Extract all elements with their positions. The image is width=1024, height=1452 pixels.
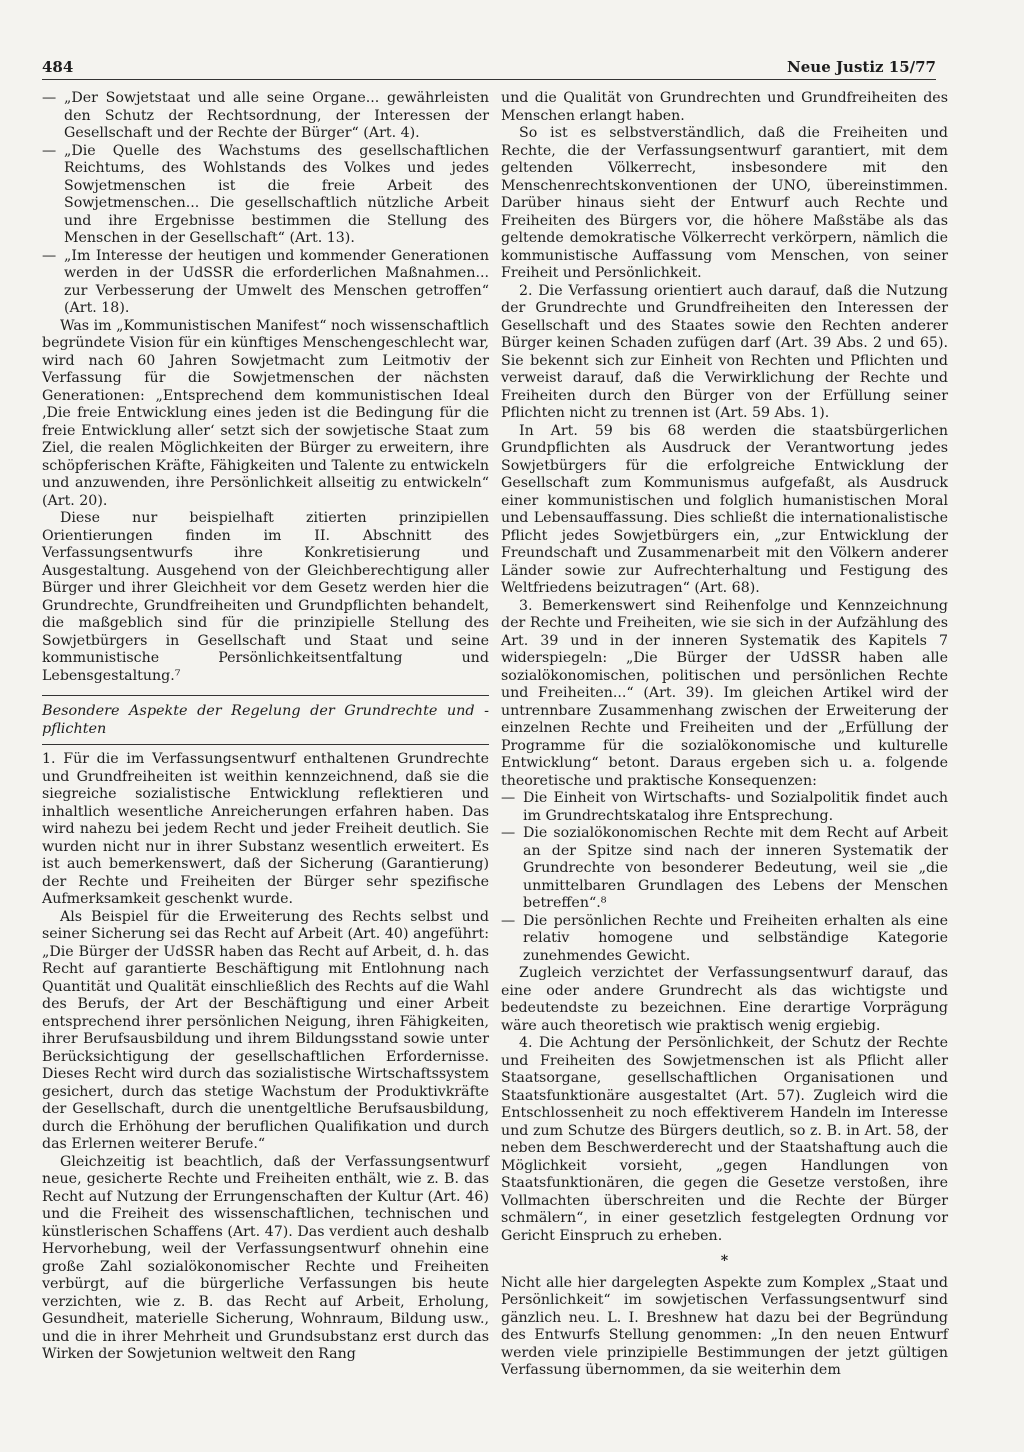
paragraph-4: 4. Die Achtung der Persönlichkeit, der Schutz der Rechte und Freiheiten des Sowjetmenschen ist als Pflicht aller Staatsorgane, gesellschaftlichen Organisationen und Staatsfunktionäre ausgestaltet (Art. 57). Zugleich wird die Entschlossenheit zu noch effektiverem Handeln im Interesse und zum Schutze des Bürgers deutlich, so z. B. in Art. 58, der neben dem Beschwerderecht und der Staatshaftung auch die Möglichkeit vorsieht, „gegen Handlungen von Staatsfunktionären, die gegen die Gesetze verstoßen, ihre Vollmachten überschreiten und die Rechte der Bürger schmälern“, in einer gesetzlich festgelegten Ordnung vor Gericht Einspruch zu erheben. (501, 1035, 948, 1244)
section-divider (42, 744, 489, 745)
paragraph-continuation: und die Qualität von Grundrechten und Grundfreiheiten des Menschen erlangt haben. (501, 90, 948, 124)
paragraph-manifest: Was im „Kommunistischen Manifest“ noch wissenschaftlich begründete Vision für ein künftiges Menschengeschlecht war, wird nach 60 Jahren Sowjetmacht zum Leitmotiv der Verfassung für die Sowjetmenschen der nächsten Generationen: „Entsprechend dem kommunistischen Ideal ‚Die freie Entwicklung eines jeden ist die Bedingung für die freie Entwicklung aller‘ setzt sich der sowjetische Staat zum Ziel, die realen Möglichkeiten der Bürger zu erweitern, ihre schöpferischen Kräfte, Fähigkeiten und Talente zu entwickeln und anzuwenden, ihre Persönlichkeit allseitig zu entwickeln“ (Art. 20). (42, 317, 489, 509)
section-separator: * (720, 1253, 729, 1269)
paragraph-recht-auf-arbeit: Als Beispiel für die Erweiterung des Rechts selbst und seiner Sicherung sei das Recht auf Arbeit (Art. 40) angeführt: „Die Bürger der UdSSR haben das Recht auf Arbeit, d. h. das Recht auf garantierte Beschäftigung mit Entlohnung nach Quantität und Qualität einschließlich des Rechts auf die Wahl des Berufs, der Art der Beschäftigung und einer Arbeit entsprechend ihrer persönlichen Neigung, ihren Fähigkeiten, ihrer Berufsausbildung und ihrem Bildungsstand sowie unter Berücksichtigung der gesellschaftlichen Erfordernisse. Dieses Recht wird durch das sozialistische Wirtschaftssystem gesichert, durch das stetige Wachstum der Produktivkräfte der Gesellschaft, durch die unentgeltliche Berufsausbildung, durch die Erhöhung der beruflichen Qualifikation und durch das Erlernen weiterer Berufe.“ (42, 908, 489, 1152)
right-column (501, 90, 948, 1380)
quote-list-item (42, 248, 489, 318)
dash-marker: — (42, 90, 57, 106)
paragraph-1: 1. Für die im Verfassungsentwurf enthaltenen Grundrechte und Grundfreiheiten ist weithin kennzeichnend, daß sie die siegreiche sozialistische Entwicklung reflektieren und inhaltlich wesentliche Anreicherungen erfahren haben. Das wird nahezu bei jedem Recht und jeder Freiheit deutlich. Sie wurden nicht nur in ihrer Substanz wesentlich erweitert. Es ist auch bemerkenswert, daß der Sicherung (Garantierung) der Rechte und Freiheiten der Bürger sehr spezifische Aufmerksamkeit geschenkt wurde. (42, 751, 489, 907)
page-number: 484 (42, 58, 74, 76)
quote-text: „Im Interesse der heutigen und kommender Generationen werden in der UdSSR die erforderlichen Maßnahmen... zur Verbesserung der Umwelt des Menschen getroffen“ (Art. 18). (64, 247, 489, 316)
quote-list-item (42, 143, 489, 248)
dash-marker: — (42, 247, 57, 264)
journal-issue: Neue Justiz 15/77 (787, 58, 936, 76)
consequence-list-item (501, 913, 948, 966)
page-header (42, 58, 936, 80)
paragraph-3: 3. Bemerkenswert sind Reihenfolge und Kennzeichnung der Rechte und Freiheiten, wie sie sich in der Aufzählung des Art. 39 und in der inneren Systematik des Kapitels 7 widerspiegeln: „Die Bürger der UdSSR haben alle sozialökonomischen, politischen und persönlichen Rechte und Freiheiten...“ (Art. 39). Im gleichen Artikel wird der untrennbare Zusammenhang zwischen der Erweiterung der einzelnen Rechte und Freiheiten und der „Erfüllung der Programme für die sozialökonomische und kulturelle Entwicklung“ betont. Daraus ergeben sich u. a. folgende theoretische und praktische Konsequenzen: (501, 597, 948, 789)
quote-text: „Der Sowjetstaat und alle seine Organe... gewährleisten den Schutz der Rechtsordnung, der Interessen der Gesellschaft und der Rechte der Bürger“ (Art. 4). (64, 90, 489, 141)
quote-list-item (42, 90, 489, 143)
consequence-text: Die persönlichen Rechte und Freiheiten erhalten als eine relativ homogene und selbständige Kategorie zunehmendes Gewicht. (523, 912, 948, 964)
dash-marker: — (501, 825, 516, 841)
paragraph-final: Nicht alle hier dargelegten Aspekte zum Komplex „Staat und Persönlichkeit“ im sowjetischen Verfassungsentwurf sind gänzlich neu. L. I. Breshnew hat dazu bei der Begründung des Entwurfs Stellung genommen: „In den neuen Entwurf werden viele prinzipielle Bestimmungen der jetzt gültigen Verfassung übernommen, da sie weiterhin dem (501, 1274, 948, 1378)
dash-marker: — (42, 142, 57, 159)
paragraph-gleichzeitig: Gleichzeitig ist beachtlich, daß der Verfassungsentwurf neue, gesicherte Rechte und Freiheiten enthält, wie z. B. das Recht auf Nutzung der Errungenschaften der Kultur (Art. 46) und die Freiheit des wissenschaftlichen, technischen und künstlerischen Schaffens (Art. 47). Das verdient auch deshalb Hervorhebung, weil der Verfassungsentwurf ohnehin eine große Zahl sozialökonomischer Rechte und Freiheiten verbürgt, auf die bürgerliche Verfassungen bis heute verzichten, wie z. B. das Recht auf Arbeit, Erholung, Gesundheit, materielle Sicherung, Wohnraum, Bildung usw., und die in ihrer Mehrheit und Grundsubstanz erst durch das Wirken der Sowjetunion weltweit den Rang (42, 1153, 489, 1362)
consequence-text: Die Einheit von Wirtschafts- und Sozialpolitik findet auch im Grundrechtskatalog ihre Entsprechung. (523, 790, 948, 824)
paragraph-art59: In Art. 59 bis 68 werden die staatsbürgerlichen Grundpflichten als Ausdruck der Verantwortung jedes Sowjetbürgers für die erfolgreiche Entwicklung der Gesellschaft zum Kommunismus aufgefaßt, als Ausdruck einer kommunistischen und folglich humanistischen Moral und Lebensauffassung. Dies schließt die internationalistische Pflicht jedes Sowjetbürgers ein, „zur Entwicklung der Freundschaft und Zusammenarbeit mit den Völkern anderer Länder sowie zur Aufrechterhaltung und Festigung des Weltfriedens beizutragen“ (Art. 68). (501, 422, 948, 596)
paragraph-2: 2. Die Verfassung orientiert auch darauf, daß die Nutzung der Grundrechte und Grundfreiheiten den Interessen der Gesellschaft und des Staates sowie den Rechten anderer Bürger keinen Schaden zufügen darf (Art. 39 Abs. 2 und 65). Sie bekennt sich zur Einheit von Rechten und Pflichten und verweist darauf, daß die Verwirklichung der Rechte und Freiheiten durch den Bürger von der Erfüllung seiner Pflichten nicht zu trennen ist (Art. 59 Abs. 1). (501, 282, 948, 421)
section-heading: Besondere Aspekte der Regelung der Grundrechte und -pflichten (42, 703, 489, 737)
left-column (42, 90, 489, 1364)
paragraph-zugleich: Zugleich verzichtet der Verfassungsentwurf darauf, das eine oder andere Grundrecht als das wichtigste und bedeutendste zu bezeichnen. Eine derartige Vorprägung wäre auch theoretisch wie praktisch wenig ergiebig. (501, 965, 948, 1034)
consequence-text: Die sozialökonomischen Rechte mit dem Recht auf Arbeit an der Spitze sind nach der inneren Systematik der Grundrechte von besonderer Bedeutung, weil sie „die unmittelbaren Grundlagen des Lebens der Menschen betreffen“.⁸ (523, 825, 948, 911)
section-divider (42, 695, 489, 696)
dash-marker: — (501, 912, 516, 929)
consequence-list-item (501, 825, 948, 913)
paragraph-orientierungen: Diese nur beispielhaft zitierten prinzipiellen Orientierungen finden im II. Abschnitt des Verfassungsentwurfs ihre Konkretisierung und Ausgestaltung. Ausgehend von der Gleichberechtigung aller Bürger und ihrer Gleichheit vor dem Gesetz werden hier die Grundrechte, Grundfreiheiten und Grundpflichten behandelt, die maßgeblich sind für die prinzipielle Stellung des Sowjetbürgers in Gesellschaft und Staat und seine kommunistische Persönlichkeitsentfaltung und Lebensgestaltung.⁷ (42, 510, 489, 684)
quote-text: „Die Quelle des Wachstums des gesellschaftlichen Reichtums, des Wohlstands des Volkes und jedes Sowjetmenschen ist die freie Arbeit des Sowjetmenschen... Die gesellschaftlich nützliche Arbeit und ihre Ergebnisse bestimmen die Stellung des Menschen in der Gesellschaft“ (Art. 13). (64, 142, 489, 246)
header-rule (42, 79, 936, 80)
paragraph-selbstverstaendlich: So ist es selbstverständlich, daß die Freiheiten und Rechte, die der Verfassungsentwurf garantiert, mit dem geltenden Völkerrecht, insbesondere mit den Menschenrechtskonventionen der UNO, übereinstimmen. Darüber hinaus sieht der Entwurf auch Rechte und Freiheiten des Bürgers vor, die höhere Maßstäbe als das geltende demokratische Völkerrecht verkörpern, nämlich die kommunistische Auffassung vom Menschen, von seiner Freiheit und Persönlichkeit. (501, 125, 948, 281)
consequence-list-item (501, 790, 948, 825)
dash-marker: — (501, 790, 516, 806)
